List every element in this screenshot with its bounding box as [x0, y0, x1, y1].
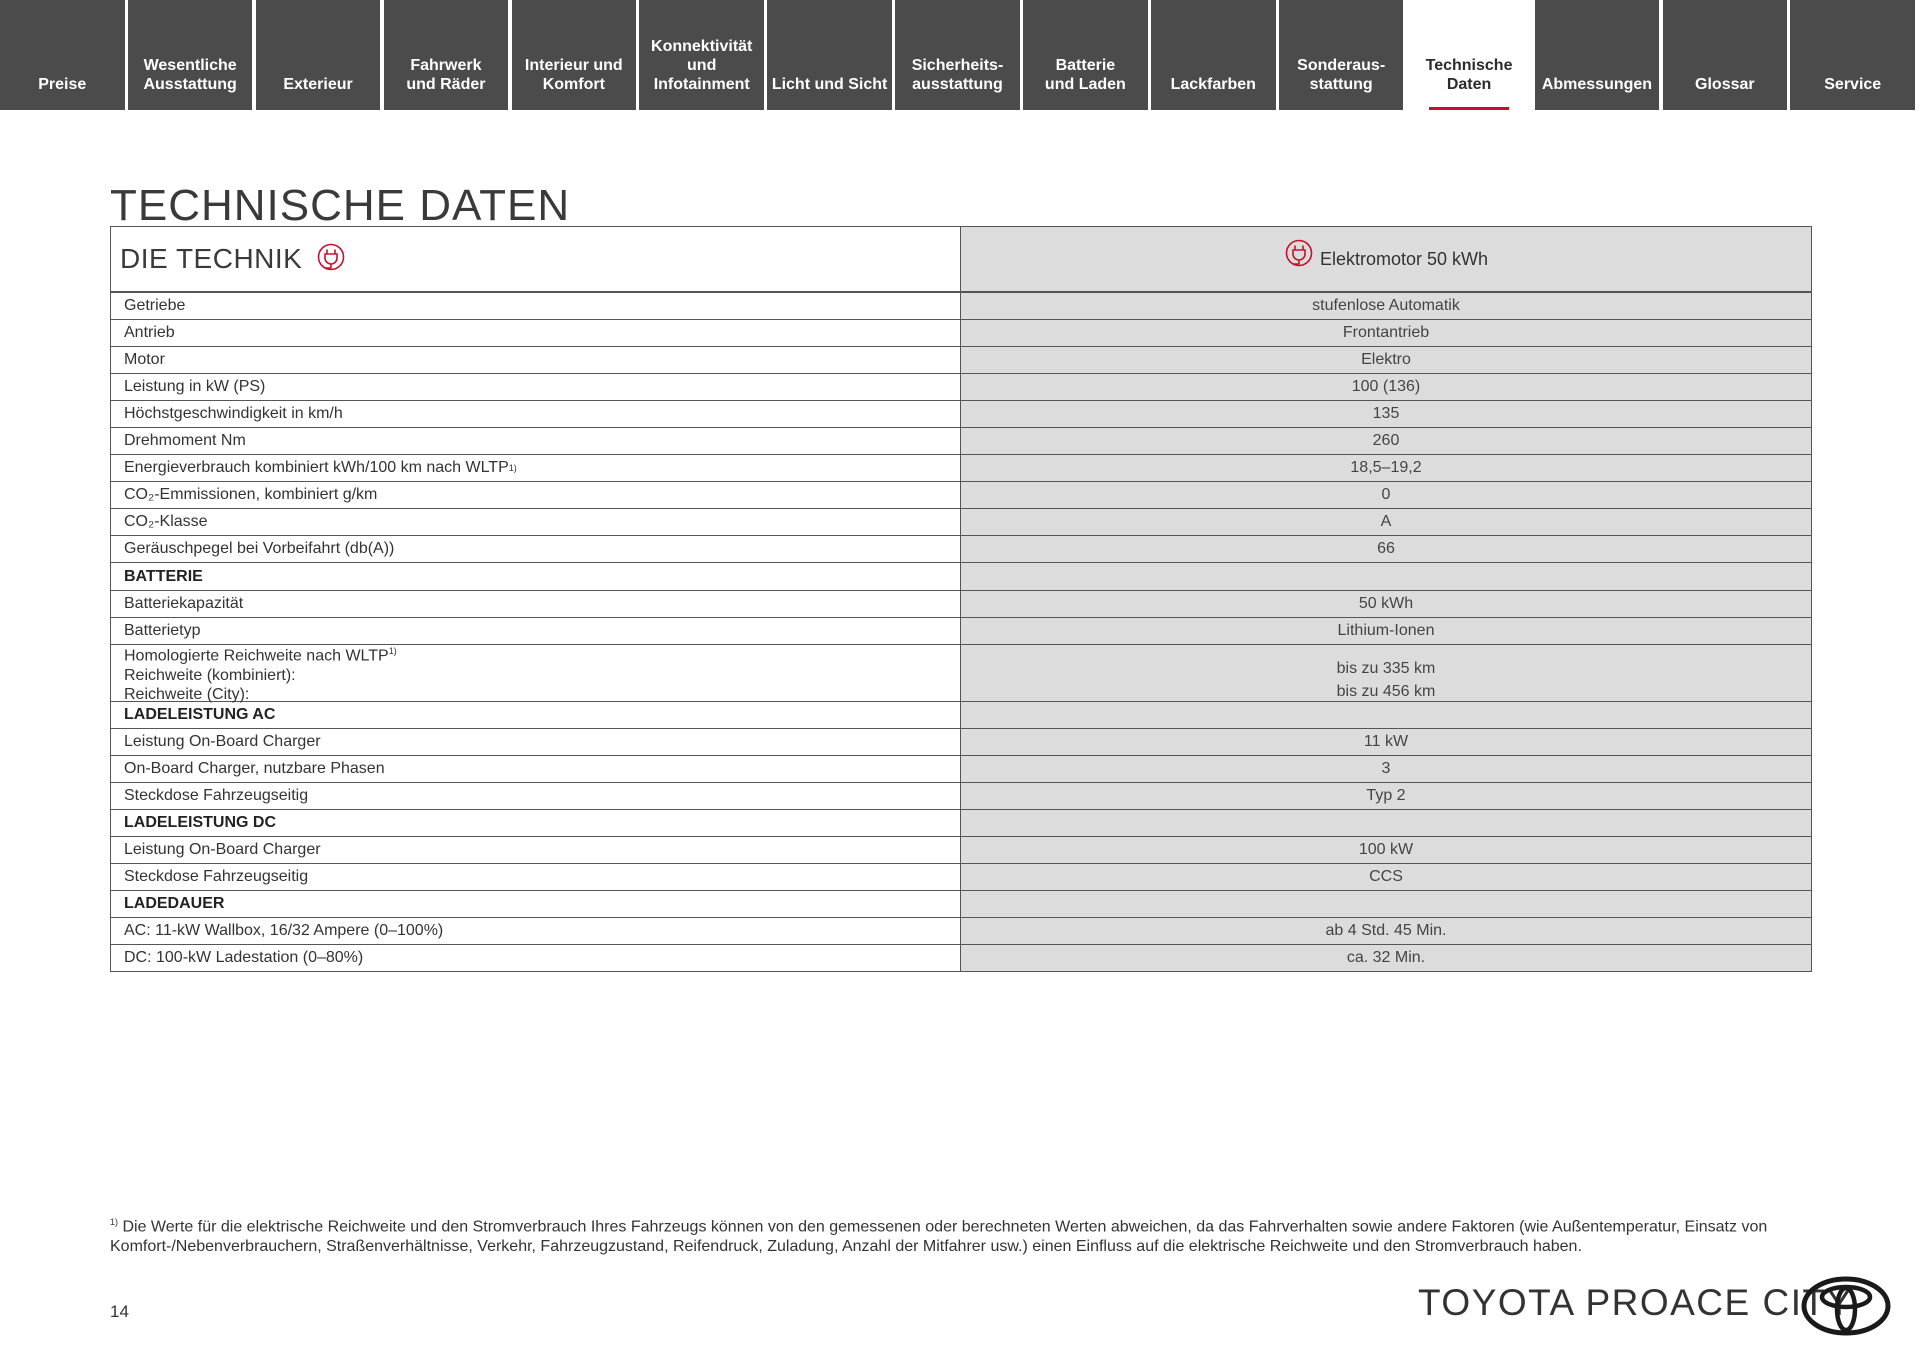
row-value [961, 756, 1811, 782]
footnote-reference: 1) [388, 646, 397, 657]
row-label [111, 729, 961, 755]
row-value-text: CCS [1369, 868, 1403, 885]
table-row [111, 945, 1811, 971]
table-section-row [111, 891, 1811, 918]
nav-tab-7[interactable]: Sicherheits- ausstattung [895, 0, 1020, 110]
table-row [111, 645, 1811, 702]
row-value-text: Elektro [1361, 351, 1411, 368]
row-value [961, 702, 1811, 728]
table-section-row [111, 702, 1811, 729]
row-label-text: Drehmoment Nm [124, 432, 246, 449]
row-label-text: Höchstgeschwindigkeit in km/h [124, 405, 343, 422]
row-value [961, 455, 1811, 481]
row-label-text: BATTERIE [124, 567, 203, 585]
row-label-line: Reichweite (kombiniert): [124, 666, 296, 684]
table-row [111, 783, 1811, 810]
footnote [110, 1212, 1810, 1257]
nav-tab-8[interactable]: Batterie und Laden [1023, 0, 1148, 110]
nav-tab-14[interactable]: Service [1790, 0, 1915, 110]
nav-tab-12[interactable]: Abmessungen [1535, 0, 1660, 110]
row-label-text: AC: 11-kW Wallbox, 16/32 Ampere (0–100%) [124, 922, 444, 939]
row-label [111, 509, 961, 535]
table-row [111, 591, 1811, 618]
row-label [111, 891, 961, 917]
footnote-reference: 1) [508, 463, 517, 473]
top-navigation [0, 0, 1920, 110]
row-value-text: Lithium-Ionen [1337, 622, 1435, 639]
row-label-line: Homologierte Reichweite nach WLTP [124, 647, 389, 665]
row-label-text: LADEDAUER [124, 895, 225, 912]
row-label-text: LADELEISTUNG AC [124, 706, 276, 723]
ev-plug-icon [1284, 238, 1314, 273]
table-row [111, 320, 1811, 347]
footnote-text: Die Werte für die elektrische Reichweite und den Stromverbrauch Ihres Fahrzeugs können von den gemessenen oder berechneten Werten abweichen, da das Fahrverhalten sowie andere Faktoren (wie Außentemperatur, Einsatz von Komfort-/Nebenverbrauchern, Straßenverhältnisse, Verkehr, Fahrzeugzustand, Reifendruck, Zuladung, Anzahl der Mitfahrer usw.) einen Einfluss auf die elektrische Reichweite und den Stromverbrauch haben. [110, 1218, 1768, 1256]
nav-tab-5[interactable]: Konnektivität und Infotainment [639, 0, 764, 110]
row-value-text: Typ 2 [1366, 787, 1406, 804]
row-label [111, 810, 961, 836]
page-title: TECHNISCHE DATEN [110, 181, 571, 231]
row-label [111, 702, 961, 728]
row-label [111, 320, 961, 346]
row-value [961, 563, 1811, 590]
row-value-text: 18,5–19,2 [1350, 459, 1422, 476]
row-label-text: CO₂-Klasse [124, 513, 208, 530]
nav-tab-1[interactable]: Wesentliche Ausstattung [128, 0, 253, 110]
nav-tab-3[interactable]: Fahrwerk und Räder [384, 0, 509, 110]
nav-tab-4[interactable]: Interieur und Komfort [512, 0, 637, 110]
row-value-text: 0 [1381, 486, 1391, 503]
row-label-text: Antrieb [124, 324, 175, 341]
toyota-logo-icon [1800, 1275, 1892, 1342]
table-row [111, 618, 1811, 645]
nav-tab-0[interactable]: Preise [0, 0, 125, 110]
table-row [111, 729, 1811, 756]
table-row [111, 536, 1811, 563]
row-label-text: Getriebe [124, 297, 186, 314]
page-number: 14 [110, 1302, 129, 1321]
row-value [961, 645, 1811, 701]
table-row [111, 509, 1811, 536]
table-header-left [111, 227, 961, 291]
row-value [961, 293, 1811, 319]
row-label [111, 536, 961, 562]
nav-tab-10[interactable]: Sonderaus- stattung [1279, 0, 1404, 110]
row-value-text: 135 [1372, 405, 1400, 422]
row-label [111, 374, 961, 400]
table-row [111, 756, 1811, 783]
row-label [111, 293, 961, 319]
row-value-text: 11 kW [1363, 733, 1409, 750]
row-label [111, 401, 961, 427]
row-value-text: stufenlose Automatik [1312, 297, 1460, 314]
table-row [111, 428, 1811, 455]
table-header-title: DIE TECHNIK [120, 243, 303, 274]
row-label [111, 591, 961, 617]
nav-tab-2[interactable]: Exterieur [256, 0, 381, 110]
row-value-line: bis zu 335 km [1336, 660, 1436, 677]
row-value-text: ab 4 Std. 45 Min. [1325, 922, 1447, 939]
footnote-marker: 1) [110, 1217, 119, 1227]
row-label-text: Batterietyp [124, 622, 201, 639]
row-value [961, 591, 1811, 617]
row-value [961, 374, 1811, 400]
row-label [111, 918, 961, 944]
row-label-text: DC: 100-kW Ladestation (0–80%) [124, 949, 364, 966]
row-label [111, 864, 961, 890]
table-section-row [111, 810, 1811, 837]
row-label-text: Leistung On-Board Charger [124, 733, 321, 750]
table-row [111, 347, 1811, 374]
row-value [961, 945, 1811, 971]
row-label [111, 428, 961, 454]
row-label [111, 756, 961, 782]
row-label-text: Steckdose Fahrzeugseitig [124, 868, 309, 885]
row-label-line: Reichweite (City): [124, 685, 250, 703]
table-row [111, 918, 1811, 945]
table-row [111, 293, 1811, 320]
row-value [961, 428, 1811, 454]
row-label [111, 945, 961, 971]
row-value [961, 482, 1811, 508]
row-label-text: Batteriekapazität [124, 595, 244, 612]
row-value-text: 100 (136) [1351, 378, 1421, 395]
nav-tab-13[interactable]: Glossar [1663, 0, 1788, 110]
row-value-text: Frontantrieb [1342, 324, 1430, 341]
row-value [961, 864, 1811, 890]
row-label [111, 837, 961, 863]
row-value-text: 100 kW [1358, 841, 1414, 858]
table-header [111, 227, 1811, 293]
brand-model-name: TOYOTA PROACE CITY [1418, 1282, 1853, 1323]
row-label [111, 783, 961, 809]
row-value [961, 783, 1811, 809]
row-label-text: Motor [124, 351, 165, 368]
table-header-right [961, 227, 1811, 291]
row-value [961, 837, 1811, 863]
row-label [111, 618, 961, 644]
row-value-text: 3 [1381, 760, 1391, 777]
row-label-text: Leistung in kW (PS) [124, 378, 266, 395]
row-value [961, 810, 1811, 836]
engine-variant-label: Elektromotor 50 kWh [1319, 248, 1489, 269]
table-row [111, 374, 1811, 401]
row-value-text: A [1380, 513, 1392, 530]
row-value [961, 401, 1811, 427]
row-value [961, 891, 1811, 917]
row-label-text: Steckdose Fahrzeugseitig [124, 787, 309, 804]
table-row [111, 401, 1811, 428]
table-row [111, 482, 1811, 509]
table-row [111, 837, 1811, 864]
row-value-text: 66 [1377, 540, 1395, 557]
row-label-text: On-Board Charger, nutzbare Phasen [124, 760, 385, 777]
row-value [961, 536, 1811, 562]
row-value-text: 260 [1372, 432, 1400, 449]
row-value [961, 729, 1811, 755]
row-value [961, 918, 1811, 944]
row-label [111, 645, 961, 701]
ev-plug-icon [316, 242, 346, 277]
spec-table [110, 226, 1812, 972]
nav-tab-6[interactable]: Licht und Sicht [767, 0, 892, 110]
row-value-text: 50 kWh [1358, 595, 1414, 612]
table-body [111, 293, 1811, 971]
row-label-text: Energieverbrauch kombiniert kWh/100 km nach WLTP [124, 459, 509, 476]
table-row [111, 864, 1811, 891]
row-value [961, 618, 1811, 644]
row-label-text: CO₂-Emmissionen, kombiniert g/km [124, 486, 378, 503]
row-value-text: ca. 32 Min. [1346, 949, 1426, 966]
row-value [961, 320, 1811, 346]
nav-tab-11[interactable]: Technische Daten [1407, 0, 1532, 110]
row-value-line: bis zu 456 km [1336, 683, 1436, 700]
nav-tab-9[interactable]: Lackfarben [1151, 0, 1276, 110]
row-label-text: Leistung On-Board Charger [124, 841, 321, 858]
row-label-text: Geräuschpegel bei Vorbeifahrt (db(A)) [124, 540, 395, 557]
row-label [111, 455, 961, 481]
table-section-row [111, 563, 1811, 591]
row-label-text: LADELEISTUNG DC [124, 814, 276, 831]
table-row [111, 455, 1811, 482]
row-value [961, 509, 1811, 535]
row-label [111, 563, 961, 590]
row-value [961, 347, 1811, 373]
row-label [111, 347, 961, 373]
row-label [111, 482, 961, 508]
